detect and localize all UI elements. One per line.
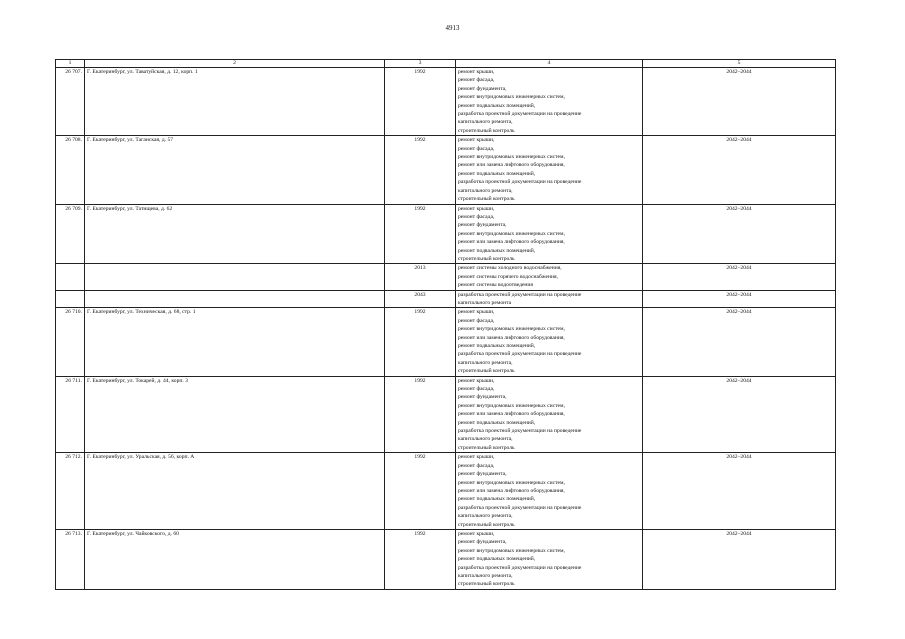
- work-item: строительный контроль: [458, 521, 515, 528]
- work-item: ремонт крыши,: [458, 137, 495, 144]
- work-item: ремонт подвальных помещений,: [458, 343, 536, 349]
- work-item: капитального ремонта: [458, 299, 512, 306]
- work-item: разработка проектной документации на проведение: [458, 111, 582, 118]
- period-cell: 2042–2044: [643, 264, 836, 290]
- works-cell: [456, 290, 643, 308]
- row-number-cell: 26 710.: [56, 308, 85, 376]
- address-cell: [85, 264, 385, 290]
- table-row: [56, 308, 836, 376]
- work-item: ремонт подвальных помещений,: [458, 556, 536, 563]
- table-row: [56, 136, 836, 204]
- row-number-cell: 26 708.: [56, 136, 85, 204]
- column-header: 5: [643, 60, 836, 68]
- work-item: разработка проектной документации на проведение: [458, 291, 582, 298]
- row-number-cell: 26 709.: [56, 204, 85, 264]
- work-item: разработка проектной документации на проведение: [458, 351, 582, 358]
- work-item: ремонт крыши,: [458, 530, 495, 537]
- work-item: строительный контроль: [458, 444, 515, 451]
- work-item: ремонт внутридомовых инженерных систем,: [458, 94, 565, 101]
- period-cell: 2042–2044: [643, 136, 836, 204]
- table-row: [56, 68, 836, 136]
- year-cell: 1992: [385, 204, 456, 264]
- work-item: ремонт фасада,: [458, 386, 495, 393]
- work-item: ремонт внутридомовых инженерных систем,: [458, 402, 565, 409]
- works-cell: [456, 204, 643, 264]
- address-cell: Г. Екатеринбург, ул. Таганская, д. 57: [85, 136, 385, 204]
- work-item: ремонт фундамента,: [458, 471, 507, 478]
- period-cell: 2042–2044: [643, 308, 836, 376]
- work-item: ремонт подвальных помещений,: [458, 247, 536, 254]
- work-item: ремонт фасада,: [458, 462, 495, 469]
- work-item: ремонт или замена лифтового оборудования,: [458, 411, 565, 418]
- work-item: ремонт или замена лифтового оборудования,: [458, 334, 565, 341]
- column-header: 4: [456, 60, 643, 68]
- year-cell: 1992: [385, 68, 456, 136]
- work-item: ремонт фундамента,: [458, 539, 507, 546]
- work-item: ремонт или замена лифтового оборудования,: [458, 239, 565, 246]
- work-item: капитального ремонта,: [458, 119, 513, 126]
- table-row: [56, 529, 836, 589]
- works-cell: [456, 264, 643, 290]
- row-number-cell: 26 712.: [56, 453, 85, 530]
- work-item: ремонт фасада,: [458, 77, 495, 84]
- table-row: [56, 376, 836, 453]
- work-item: ремонт внутридомовых инженерных систем,: [458, 154, 565, 161]
- work-item: ремонт или замена лифтового оборудования,: [458, 162, 565, 169]
- work-item: строительный контроль: [458, 127, 515, 134]
- work-item: строительный контроль: [458, 368, 515, 375]
- row-number-cell: 26 713.: [56, 529, 85, 589]
- row-number-cell: [56, 264, 85, 290]
- work-item: ремонт или замена лифтового оборудования,: [458, 487, 565, 494]
- work-item: ремонт крыши,: [458, 205, 495, 212]
- address-cell: Г. Екатеринбург, ул. Татищева, д. 62: [85, 204, 385, 264]
- table-row: [56, 453, 836, 530]
- work-item: ремонт фундамента,: [458, 394, 507, 401]
- work-item: строительный контроль: [458, 581, 515, 588]
- table-row: [56, 290, 836, 308]
- page-number: 4913: [445, 24, 460, 32]
- year-cell: 1992: [385, 376, 456, 453]
- work-item: капитального ремонта,: [458, 436, 513, 443]
- work-item: ремонт фасада,: [458, 145, 495, 152]
- work-item: ремонт внутридомовых инженерных систем,: [458, 230, 565, 237]
- works-cell: [456, 308, 643, 376]
- address-cell: Г. Екатеринбург, ул. Чайковского, д. 60: [85, 529, 385, 589]
- work-item: разработка проектной документации на проведение: [458, 564, 582, 571]
- row-number-cell: 26 707.: [56, 68, 85, 136]
- column-header: 3: [385, 60, 456, 68]
- works-cell: [456, 453, 643, 530]
- work-item: ремонт подвальных помещений,: [458, 170, 536, 177]
- work-item: разработка проектной документации на проведение: [458, 504, 582, 511]
- work-item: строительный контроль: [458, 196, 515, 203]
- work-item: капитального ремонта,: [458, 359, 513, 366]
- address-cell: [85, 290, 385, 308]
- work-item: капитального ремонта,: [458, 513, 513, 520]
- address-cell: Г. Екатеринбург, ул. Уральская, д. 56, корп. А: [85, 453, 385, 530]
- work-item: ремонт внутридомовых инженерных систем,: [458, 326, 565, 333]
- work-item: ремонт системы холодного водоснабжения,: [458, 265, 562, 272]
- address-cell: Г. Екатеринбург, ул. Токарей, д. 44, корп. 3: [85, 376, 385, 453]
- year-cell: 1992: [385, 529, 456, 589]
- work-item: разработка проектной документации на проведение: [458, 179, 582, 186]
- work-item: ремонт фундамента,: [458, 222, 507, 229]
- period-cell: 2042–2044: [643, 453, 836, 530]
- year-cell: 2043: [385, 290, 456, 308]
- work-item: ремонт крыши,: [458, 454, 495, 461]
- column-header: 2: [85, 60, 385, 68]
- work-item: капитального ремонта,: [458, 187, 513, 194]
- work-item: ремонт подвальных помещений,: [458, 496, 536, 503]
- work-item: строительный контроль: [458, 255, 515, 262]
- work-item: ремонт подвальных помещений,: [458, 102, 536, 109]
- work-item: ремонт фасада,: [458, 213, 495, 220]
- column-header: 1: [56, 60, 85, 68]
- period-cell: 2042–2044: [643, 529, 836, 589]
- period-cell: 2042–2044: [643, 376, 836, 453]
- works-cell: [456, 68, 643, 136]
- year-cell: 2013: [385, 264, 456, 290]
- works-cell: [456, 529, 643, 589]
- year-cell: 1992: [385, 308, 456, 376]
- works-cell: [456, 376, 643, 453]
- address-cell: Г. Екатеринбург, ул. Техническая, д. 68, стр. 1: [85, 308, 385, 376]
- work-item: ремонт внутридомовых инженерных систем,: [458, 479, 565, 486]
- year-cell: 1992: [385, 136, 456, 204]
- row-number-cell: 26 711.: [56, 376, 85, 453]
- work-item: ремонт фасада,: [458, 317, 495, 324]
- table-row: [56, 204, 836, 264]
- work-item: разработка проектной документации на проведение: [458, 428, 582, 435]
- address-cell: Г. Екатеринбург, ул. Таватуйская, д. 12, корп. 1: [85, 68, 385, 136]
- work-item: ремонт фундамента,: [458, 85, 507, 92]
- work-item: ремонт системы водоотведения: [458, 282, 533, 289]
- work-item: ремонт внутридомовых инженерных систем,: [458, 547, 565, 554]
- work-item: ремонт крыши,: [458, 377, 495, 384]
- works-cell: [456, 136, 643, 204]
- table-row: [56, 264, 836, 290]
- work-item: ремонт крыши,: [458, 309, 495, 316]
- work-item: капитального ремонта,: [458, 572, 513, 579]
- period-cell: 2042–2044: [643, 204, 836, 264]
- year-cell: 1992: [385, 453, 456, 530]
- work-item: ремонт системы горячего водоснабжения,: [458, 273, 558, 280]
- table-header-row: [56, 60, 836, 68]
- repair-schedule-table: [55, 59, 836, 590]
- period-cell: 2042–2044: [643, 68, 836, 136]
- row-number-cell: [56, 290, 85, 308]
- work-item: ремонт подвальных помещений,: [458, 419, 536, 426]
- period-cell: 2042–2044: [643, 290, 836, 308]
- work-item: ремонт крыши,: [458, 69, 495, 75]
